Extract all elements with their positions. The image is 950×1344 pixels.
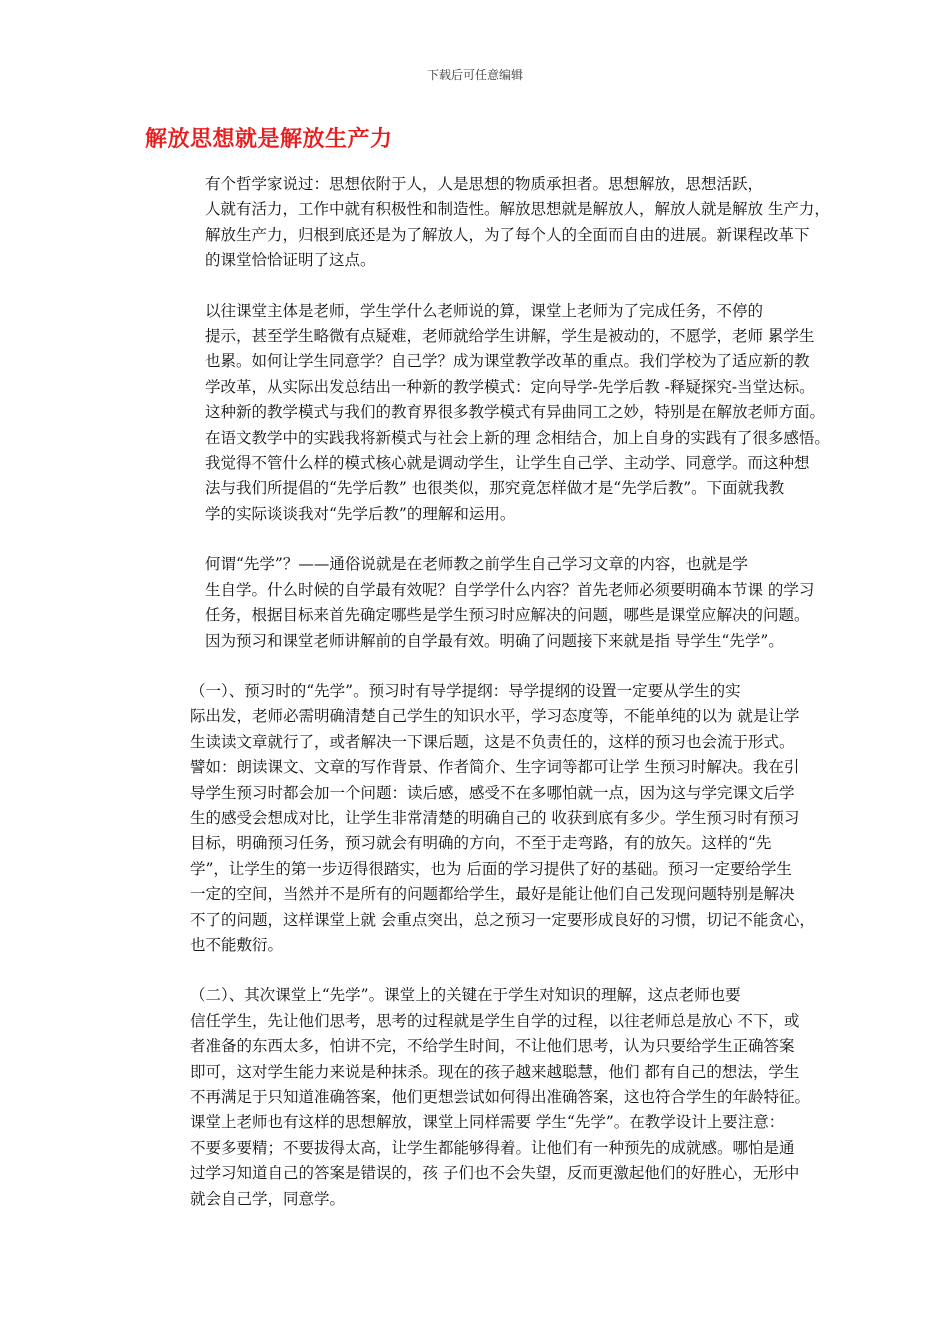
document-body: [145, 172, 830, 1237]
text-line: 譬如：朗读课文、文章的写作背景、作者简介、生字词等都可让学 生预习时解决。我在引: [190, 758, 800, 777]
text-line: 何谓“先学”？——通俗说就是在老师教之前学生自己学习文章的内容，也就是学: [205, 555, 748, 574]
text-line: 不要多要精；不要拔得太高，让学生都能够得着。让他们有一种预先的成就感。哪怕是通: [190, 1138, 795, 1157]
text-line: 因为预习和课堂老师讲解前的自学最有效。明确了问题接下来就是指 导学生“先学”。: [205, 631, 784, 650]
text-line: 提示，甚至学生略微有点疑难，老师就给学生讲解，学生是被动的，不愿学，老师 累学生: [205, 327, 815, 346]
text-line: 人就有活力，工作中就有积极性和制造性。解放思想就是解放人，解放人就是解放 生产力，: [205, 200, 830, 219]
text-line: 也累。如何让学生同意学？自己学？成为课堂教学改革的重点。我们学校为了适应新的教: [205, 352, 810, 371]
text-line: 不了的问题，这样课堂上就 会重点突出，总之预习一定要形成良好的习惯，切记不能贪心，: [190, 910, 815, 929]
text-line: （二）、其次课堂上“先学”。课堂上的关键在于学生对知识的理解，这点老师也要: [190, 986, 741, 1005]
text-line: 也不能敷衍。: [190, 935, 284, 954]
text-line: 生读读文章就行了，或者解决一下课后题，这是不负责任的，这样的预习也会流于形式。: [190, 732, 795, 751]
text-line: 就会自己学，同意学。: [190, 1189, 346, 1208]
text-line: 学改革，从实际出发总结出一种新的教学模式：定向导学-先学后教 -释疑探究-当堂达标。: [205, 377, 815, 396]
text-line: 课堂上老师也有这样的思想解放，课堂上同样需要 学生“先学”。在教学设计上要注意：: [190, 1113, 785, 1132]
text-line: 过学习知道自己的答案是错误的，孩 子们也不会失望，反而更激起他们的好胜心，无形中: [190, 1164, 800, 1183]
text-line: （一）、预习时的“先学”。预习时有导学提纲：导学提纲的设置一定要从学生的实: [190, 681, 741, 700]
text-line: 导学生预习时都会加一个问题：读后感，感受不在多哪怕就一点，因为这与学完课文后学: [190, 783, 795, 802]
text-line: 任务，根据目标来首先确定哪些是学生预习时应解决的问题，哪些是课堂应解决的问题。: [205, 606, 810, 625]
document-title: 解放思想就是解放生产力: [145, 127, 393, 152]
paragraph-5: [145, 983, 817, 1212]
text-line: 目标，明确预习任务，预习就会有明确的方向，不至于走弯路，有的放矢。这样的“先: [190, 834, 772, 853]
paragraph-1: [145, 172, 830, 274]
text-line: 不再满足于只知道准确答案，他们更想尝试如何得出准确答案，这也符合学生的年龄特征。: [190, 1088, 811, 1106]
text-line: 解放生产力，归根到底还是为了解放人，为了每个人的全面而自由的进展。新课程改革下: [205, 225, 810, 244]
text-line: 在语文教学中的实践我将新模式与社会上新的理 念相结合，加上自身的实践有了很多感悟。: [205, 428, 830, 447]
text-line: 信任学生，先让他们思考，思考的过程就是学生自学的过程，以往老师总是放心 不下，或: [190, 1011, 800, 1030]
text-line: 学”，让学生的第一步迈得很踏实，也为 后面的学习提供了好的基础。预习一定要给学生: [190, 859, 792, 878]
text-line: 学的实际谈谈我对“先学后教”的理解和运用。: [205, 504, 516, 523]
text-line: 以往课堂主体是老师，学生学什么老师说的算，课堂上老师为了完成任务，不停的: [205, 301, 764, 320]
text-line: 的课堂恰恰证明了这点。: [205, 251, 376, 270]
paragraph-2: [145, 299, 830, 528]
text-line: 者准备的东西太多，怕讲不完，不给学生时间，不让他们思考，认为只要给学生正确答案: [190, 1037, 795, 1056]
paragraph-3: [145, 552, 817, 654]
text-line: 法与我们所提倡的“先学后教” 也很类似，那究竟怎样做才是“先学后教”。下面就我教: [205, 479, 785, 498]
paragraph-4: [145, 679, 817, 958]
text-line: 有个哲学家说过：思想依附于人，人是思想的物质承担者。思想解放，思想活跃，: [205, 175, 764, 193]
text-line: 际出发，老师必需明确清楚自己学生的知识水平，学习态度等，不能单纯的以为 就是让学: [190, 707, 800, 726]
text-line: 生自学。什么时候的自学最有效呢？自学学什么内容？首先老师必须要明确本节课 的学习: [205, 580, 815, 599]
text-line: 即可，这对学生能力来说是种抹杀。现在的孩子越来越聪慧，他们 都有自己的想法，学生: [190, 1062, 800, 1081]
text-line: 这种新的教学模式与我们的教育界很多教学模式有异曲同工之妙，特别是在解放老师方面。: [205, 403, 826, 422]
page-header: 下载后可任意编辑: [426, 68, 523, 82]
text-line: 一定的空间，当然并不是所有的问题都给学生，最好是能让他们自己发现问题特别是解决: [190, 885, 795, 904]
text-line: 生的感受会想成对比，让学生非常清楚的明确自己的 收获到底有多少。学生预习时有预习: [190, 808, 800, 827]
text-line: 我觉得不管什么样的模式核心就是调动学生，让学生自己学、主动学、同意学。而这种想: [205, 454, 810, 473]
